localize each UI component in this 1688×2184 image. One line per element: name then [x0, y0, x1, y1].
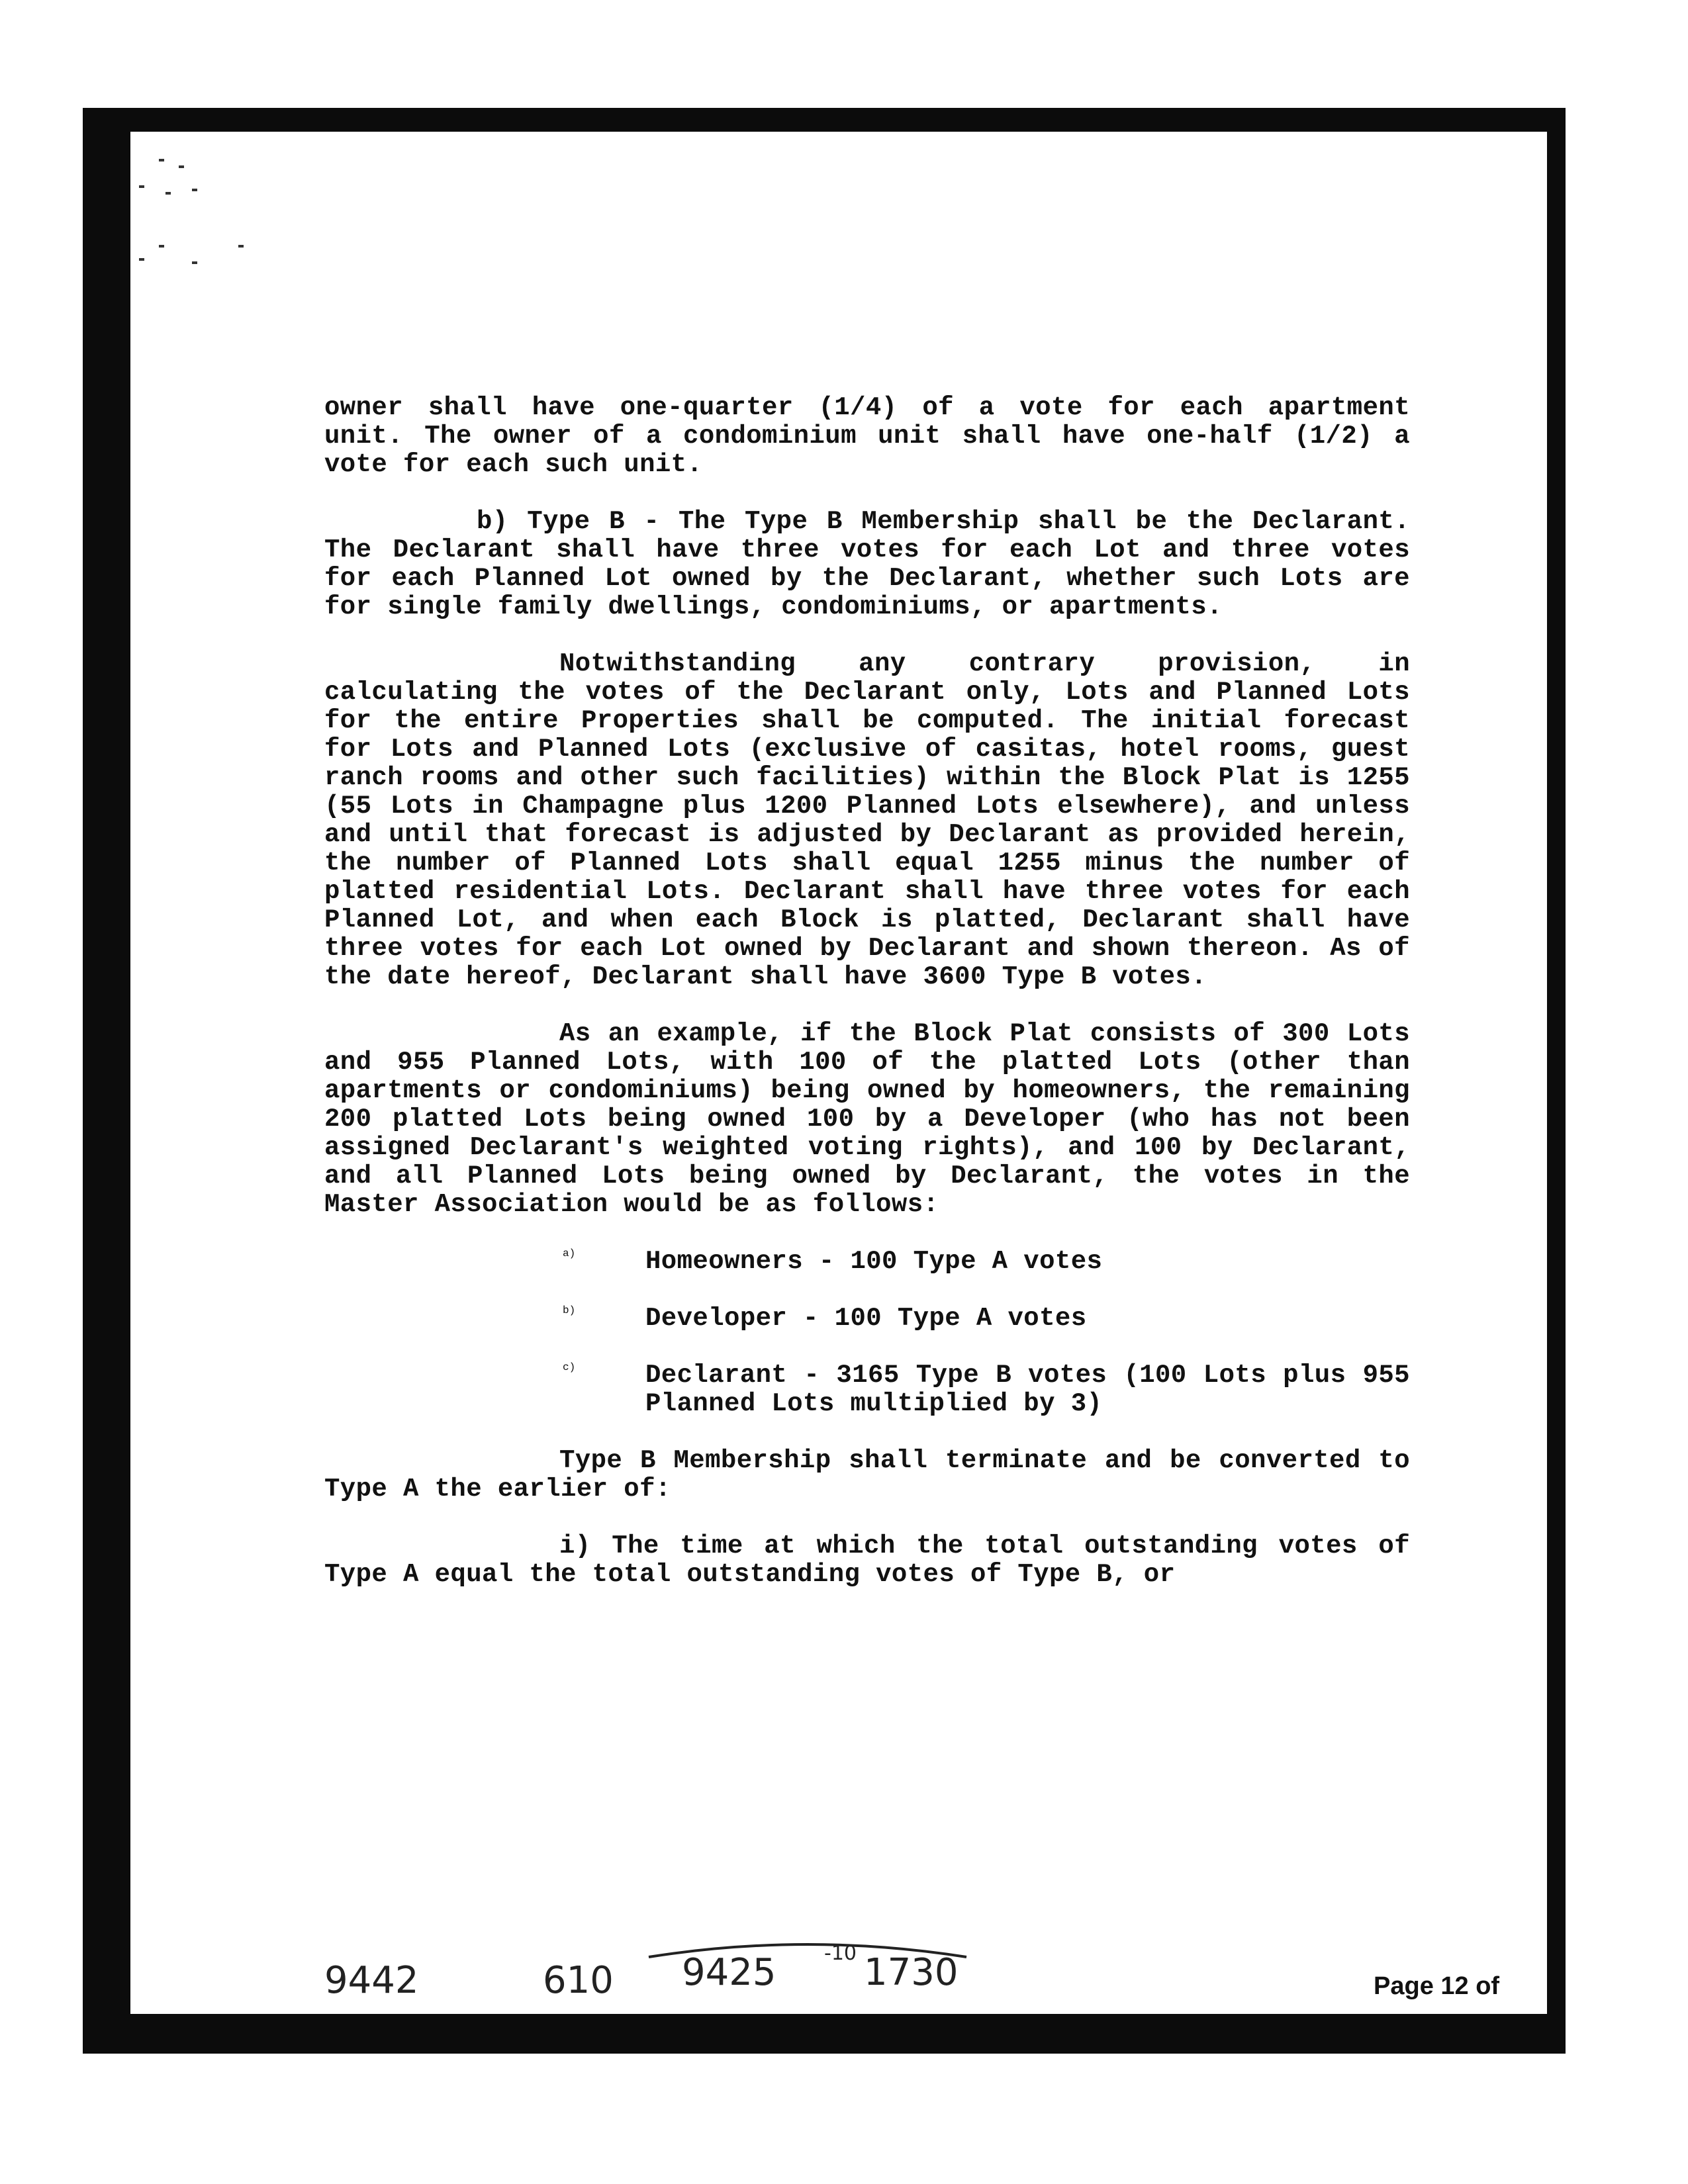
- stamp-number-1: 9442: [324, 1959, 419, 2002]
- stamp-number-4: -10: [824, 1942, 857, 1965]
- list-text-b: Developer - 100 Type A votes: [645, 1304, 1087, 1333]
- scan-border-bottom: [83, 2014, 1566, 2054]
- stamp-number-5: 1730: [864, 1951, 959, 1994]
- stamp-number-3: 9425: [682, 1951, 776, 1994]
- list-label-a: a): [563, 1248, 576, 1259]
- scan-border-left: [83, 108, 130, 2054]
- scan-specks: [126, 152, 258, 285]
- footer-stamp-numbers: [324, 1942, 1053, 2011]
- paragraph-example: As an example, if the Block Plat consists of 300 Lots and 955 Planned Lots, with 100 of the platted Lots (other than apartments or condominiums) being owned by homeowners, the remaining 200 platted Lots being owned 100 by a Developer (who has not been assigned Declarant's weighted voting rights), and 100 by Declarant, and all Planned Lots being owned by Declarant, the votes in the Master Association would be as follows:: [324, 1019, 1410, 1219]
- paragraph-1: owner shall have one-quarter (1/4) of a vote for each apartment unit. The owner of a condominium unit shall have one-half (1/2) a vote for each such unit.: [324, 393, 1410, 479]
- document-body: [324, 394, 1410, 1589]
- page-number-label: Page 12 of: [1374, 1972, 1500, 2000]
- paragraph-notwithstanding: Notwithstanding any contrary provision, in calculating the votes of the Declarant only, Lots and Planned Lots for the entire Properties shall be computed. The initial forecast for Lots and Planned Lots (exclusive of casitas, hotel rooms, guest ranch rooms and other such facilities) within the Block Plat is 1255 (55 Lots in Champagne plus 1200 Planned Lots elsewhere), and unless and until that forecast is adjusted by Declarant as provided herein, the number of Planned Lots shall equal 1255 minus the number of platted residential Lots. Declarant shall have three votes for each Planned Lot, and when each Block is platted, Declarant shall have three votes for each Lot owned by Declarant and shown thereon. As of the date hereof, Declarant shall have 3600 Type B votes.: [324, 649, 1410, 991]
- list-item-c: [324, 1361, 1410, 1418]
- list-item-a: [324, 1248, 1410, 1276]
- paragraph-termination: Type B Membership shall terminate and be converted to Type A the earlier of:: [324, 1446, 1410, 1504]
- list-text-c: Declarant - 3165 Type B votes (100 Lots plus 955 Planned Lots multiplied by 3): [645, 1361, 1410, 1418]
- list-label-b: b): [563, 1304, 576, 1316]
- list-text-a: Homeowners - 100 Type A votes: [645, 1247, 1103, 1276]
- list-item-b: [324, 1304, 1410, 1333]
- paragraph-item-i: i) The time at which the total outstanding votes of Type A equal the total outstanding votes of Type B, or: [324, 1531, 1410, 1589]
- list-label-c: c): [563, 1361, 576, 1373]
- scan-border-top: [83, 108, 1566, 132]
- stamp-number-2: 610: [543, 1959, 614, 2002]
- scan-border-right: [1547, 108, 1566, 2054]
- paragraph-type-b: b) Type B - The Type B Membership shall be the Declarant. The Declarant shall have three votes for each Lot and three votes for each Planned Lot owned by the Declarant, whether such Lots are for single family dwellings, condominiums, or apartments.: [324, 507, 1410, 621]
